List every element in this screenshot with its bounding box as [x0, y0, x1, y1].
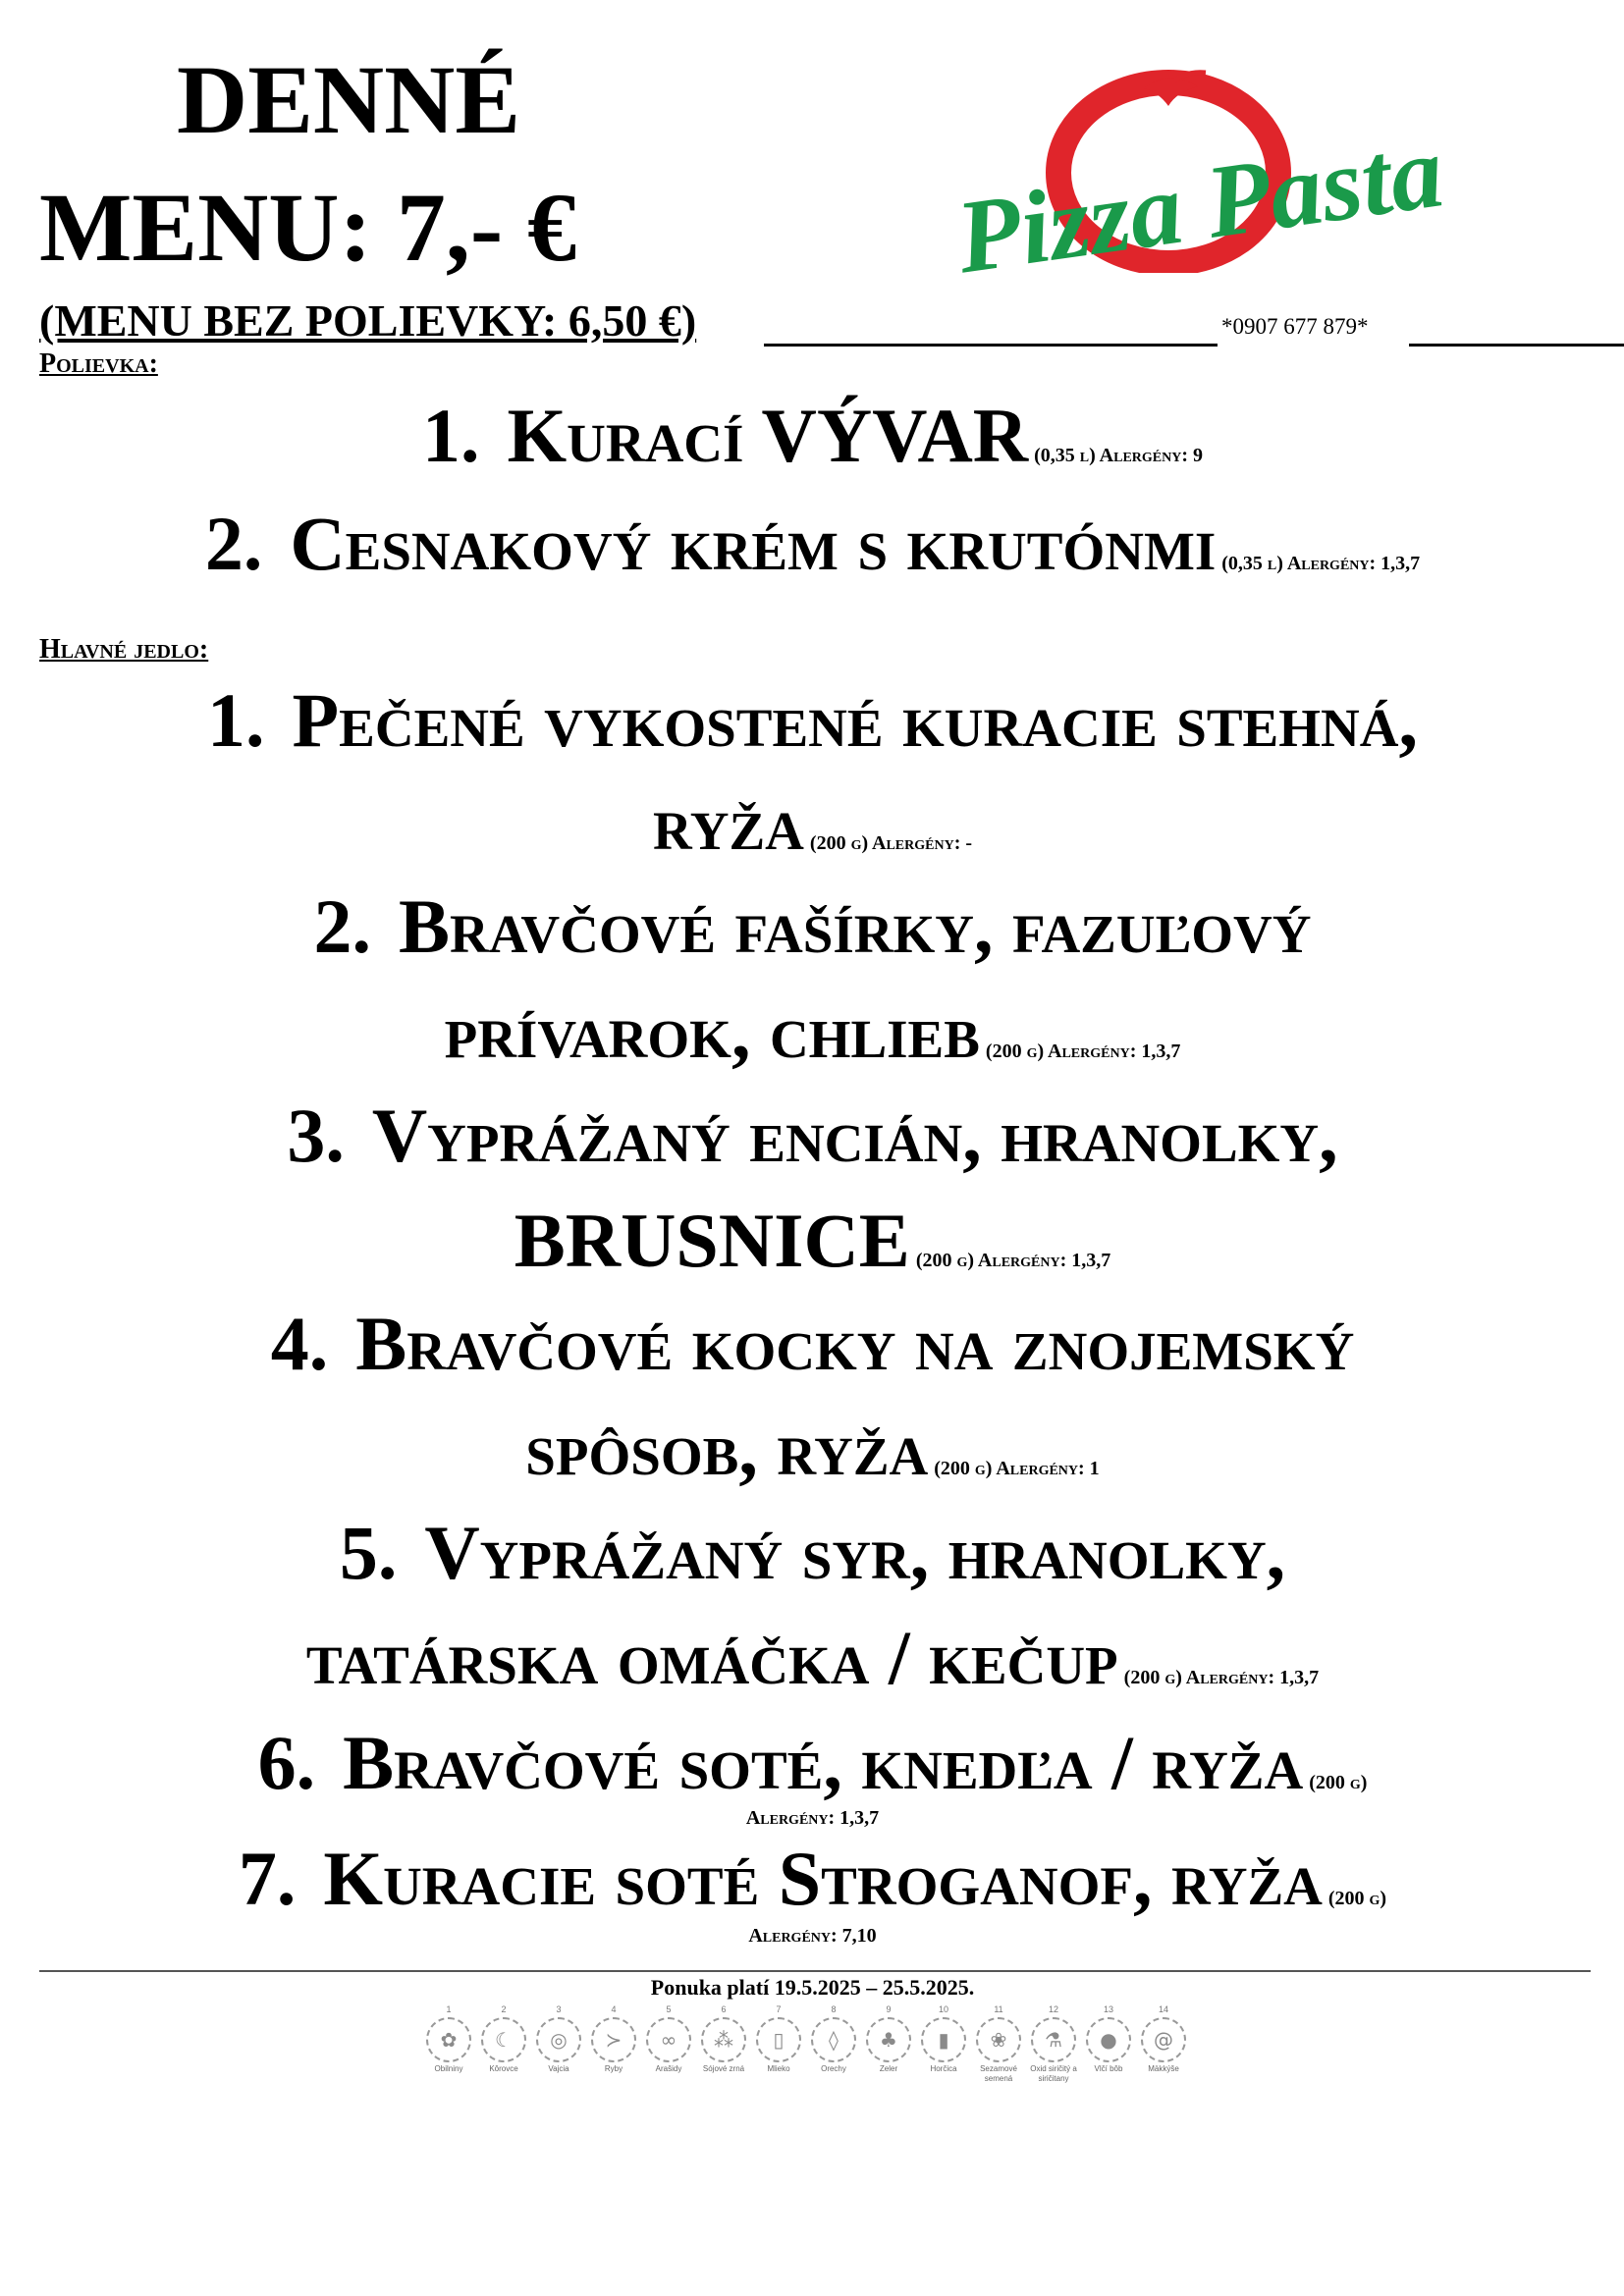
- item-note: (200 g) Alergény: 1,3,7: [915, 1250, 1111, 1271]
- phone-number: *0907 677 879*: [1221, 314, 1369, 339]
- sulphite-icon: ⚗: [1031, 2017, 1076, 2062]
- item-number: 6.: [257, 1720, 316, 1805]
- item-name-line2: spôsob, ryža: [525, 1406, 929, 1491]
- allergen-item: 6 ⁂ Sójové zrná: [702, 2004, 745, 2073]
- allergen-item: 13 ● Vlčí bôb: [1082, 2004, 1135, 2074]
- main-item-6: [39, 1720, 1586, 1805]
- item-name: Kurací VÝVAR: [507, 393, 1029, 478]
- item-name-line1: Kuracie soté Stroganof, ryža: [323, 1836, 1323, 1921]
- page-title-line2: MENU: 7,- €: [39, 173, 577, 282]
- footer-divider: [39, 1970, 1591, 1972]
- item-name-line2: prívarok, chlieb: [444, 988, 980, 1074]
- item-name-line1: Bravčové fašírky, fazuľový: [399, 883, 1312, 969]
- soy-icon: ⁂: [701, 2017, 746, 2062]
- main-item-3: [39, 1093, 1586, 1178]
- allergen-item: 12 ⚗ Oxid siričitý a siričitany: [1030, 2004, 1077, 2083]
- item-number: 2.: [313, 883, 371, 969]
- allergen-item: 4 ≻ Ryby: [587, 2004, 640, 2074]
- item-note: (0,35 l) Alergény: 9: [1034, 445, 1204, 466]
- item-note: (200 g) Alergény: 1,3,7: [985, 1041, 1181, 1062]
- pizza-pasta-logo: [943, 67, 1581, 273]
- main-item-1: [39, 677, 1586, 763]
- underline-divider: [1409, 344, 1624, 347]
- item-number: 3.: [287, 1093, 345, 1178]
- main-item-1-line2: [39, 780, 1586, 866]
- allergen-item: 9 ♣ Zeler: [862, 2004, 915, 2074]
- underline-divider: [764, 344, 1218, 347]
- allergen-item: 1 ✿ Obilniny: [422, 2004, 475, 2074]
- allergen-item: 5 ∞ Arašidy: [642, 2004, 695, 2074]
- section-heading-main: Hlavné jedlo:: [39, 634, 209, 665]
- item-name-line1: Vyprážaný encián, hranolky,: [371, 1093, 1338, 1178]
- item-name-line1: Pečené vykostené kuracie stehná,: [292, 677, 1418, 763]
- allergen-item: 7 ▯ Mlieko: [752, 2004, 805, 2074]
- peanut-icon: ∞: [646, 2017, 691, 2062]
- main-item-5-line2: [39, 1615, 1586, 1700]
- shrimp-icon: ☾: [481, 2017, 526, 2062]
- mustard-icon: ▮: [921, 2017, 966, 2062]
- item-note-inline: (200 g): [1309, 1772, 1368, 1793]
- item-number: 1.: [207, 677, 265, 763]
- fish-icon: ≻: [591, 2017, 636, 2062]
- allergen-item: 2 ☾ Kôrovce: [477, 2004, 530, 2074]
- soup-item-2: [39, 501, 1586, 586]
- main-item-2-line2: [39, 988, 1586, 1074]
- allergen-legend: [422, 2004, 1208, 2085]
- item-note: (200 g) Alergény: 1,3,7: [1123, 1667, 1320, 1688]
- allergen-item: 3 ◎ Vajcia: [532, 2004, 585, 2074]
- nut-icon: ◊: [811, 2017, 856, 2062]
- allergen-item: 11 ❀ Sezamové semená: [972, 2004, 1025, 2084]
- egg-icon: ◎: [536, 2017, 581, 2062]
- wheat-icon: ✿: [426, 2017, 471, 2062]
- item-note-inline: (200 g): [1327, 1888, 1387, 1909]
- mollusc-icon: @: [1141, 2017, 1186, 2062]
- sesame-icon: ❀: [976, 2017, 1021, 2062]
- item-number: 2.: [204, 501, 263, 586]
- item-name: Cesnakový krém s krutónmi: [290, 501, 1217, 586]
- item-name-line2: ryža: [652, 780, 804, 866]
- main-item-4-line2: [39, 1406, 1586, 1491]
- main-item-2: [39, 883, 1586, 969]
- main-item-6-allergens: Alergény: 1,3,7: [745, 1807, 880, 1829]
- main-item-7: [39, 1836, 1586, 1921]
- allergen-item: 14 @ Mäkkýše: [1137, 2004, 1190, 2074]
- validity-text: Ponuka platí 19.5.2025 – 25.5.2025.: [650, 1975, 975, 2000]
- page-title-line1: DENNÉ: [177, 45, 521, 154]
- main-item-3-line2: [39, 1198, 1586, 1283]
- item-note: (0,35 l) Alergény: 1,3,7: [1221, 553, 1421, 574]
- item-number: 7.: [238, 1836, 297, 1921]
- main-item-7-allergens: Alergény: 7,10: [748, 1925, 877, 1947]
- item-name-line1: Bravčové soté, knedľa / ryža: [343, 1720, 1304, 1805]
- soup-item-1: [39, 393, 1586, 478]
- main-item-4: [39, 1301, 1586, 1386]
- milk-icon: ▯: [756, 2017, 801, 2062]
- item-note: (200 g) Alergény: 1: [934, 1458, 1100, 1479]
- section-heading-soup: Polievka:: [39, 348, 158, 379]
- logo-text: Pizza Pasta: [949, 113, 1450, 273]
- allergen-item: 10 ▮ Horčica: [917, 2004, 970, 2074]
- tomato-logo-icon: [943, 67, 1581, 273]
- item-number: 4.: [270, 1301, 329, 1386]
- allergen-item: 8 ◊ Orechy: [807, 2004, 860, 2074]
- item-number: 5.: [339, 1510, 398, 1595]
- celery-icon: ♣: [866, 2017, 911, 2062]
- item-name-line2: BRUSNICE: [514, 1198, 910, 1283]
- item-name-line1: Vyprážaný syr, hranolky,: [424, 1510, 1286, 1595]
- item-name-line1: Bravčové kocky na znojemský: [355, 1301, 1355, 1386]
- subheader: [39, 294, 1586, 347]
- main-item-5: [39, 1510, 1586, 1595]
- item-name-line2: tatárska omáčka / kečup: [305, 1615, 1118, 1700]
- item-note: (200 g) Alergény: -: [809, 832, 973, 854]
- item-number: 1.: [421, 393, 480, 478]
- menu-without-soup-price: (MENU BEZ POLIEVKY: 6,50 €): [39, 295, 697, 346]
- lupin-icon: ●: [1086, 2017, 1131, 2062]
